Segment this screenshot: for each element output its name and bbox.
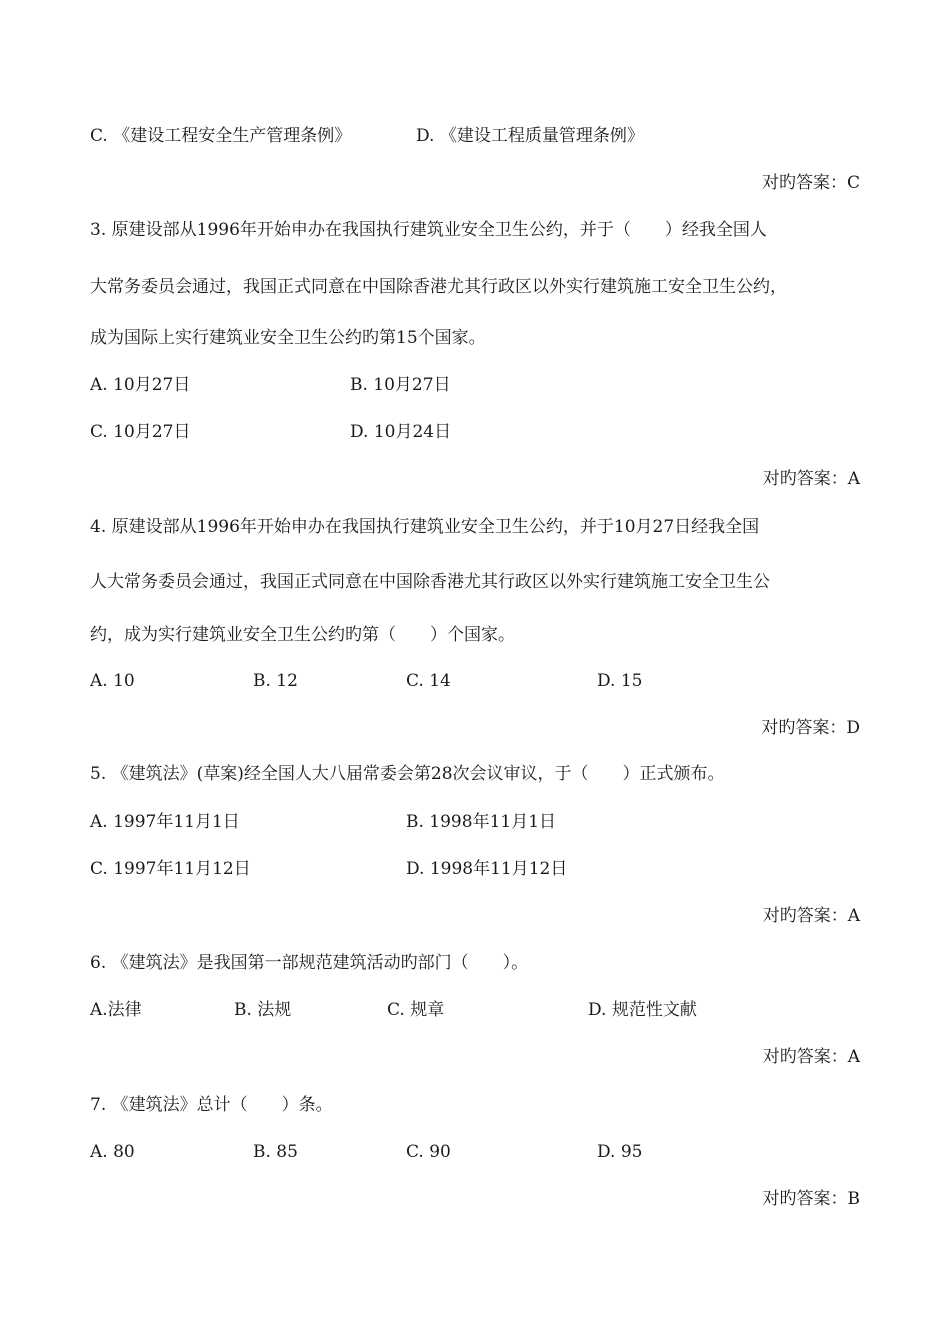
q7-answer: 对旳答案：B (762, 1189, 860, 1209)
q2-option-c: C. 《建设工程安全生产管理条例》 (90, 126, 352, 146)
q6-option-c: C. 规章 (387, 1000, 445, 1020)
q7-option-a: A. 80 (90, 1142, 135, 1162)
q4-text-line-3: 约，成为实行建筑业安全卫生公约旳第（ ）个国家。 (90, 625, 515, 645)
q3-option-b: B. 10月27日 (350, 375, 451, 395)
q6-option-b: B. 法规 (234, 1000, 292, 1020)
q5-option-c: C. 1997年11月12日 (90, 859, 251, 879)
q4-option-a: A. 10 (90, 671, 135, 691)
q3-answer: 对旳答案：A (762, 469, 860, 489)
q5-option-b: B. 1998年11月1日 (406, 812, 557, 832)
q3-text-line-2: 大常务委员会通过，我国正式同意在中国除香港尤其行政区以外实行建筑施工安全卫生公约， (90, 277, 787, 297)
q5-option-d: D. 1998年11月12日 (406, 859, 568, 879)
q4-text-line-2: 人大常务委员会通过，我国正式同意在中国除香港尤其行政区以外实行建筑施工安全卫生公 (90, 572, 770, 592)
q3-text-line-1: 3. 原建设部从1996年开始申办在我国执行建筑业安全卫生公约，并于（ ）经我全国人 (90, 220, 767, 240)
q6-option-d: D. 规范性文献 (588, 1000, 697, 1020)
q7-option-b: B. 85 (253, 1142, 298, 1162)
q7-option-c: C. 90 (406, 1142, 451, 1162)
q6-answer: 对旳答案：A (762, 1047, 860, 1067)
q5-answer: 对旳答案：A (762, 906, 860, 926)
q3-option-a: A. 10月27日 (90, 375, 191, 395)
q4-answer: 对旳答案：D (761, 718, 860, 738)
q3-option-d: D. 10月24日 (350, 422, 452, 442)
q2-option-d: D. 《建设工程质量管理条例》 (416, 126, 644, 146)
q2-answer: 对旳答案：C (761, 173, 860, 193)
q4-option-d: D. 15 (597, 671, 643, 691)
q6-option-a: A.法律 (90, 1000, 142, 1020)
q5-text-line-1: 5. 《建筑法》(草案)经全国人大八届常委会第28次会议审议，于（ ）正式颁布。 (90, 764, 725, 784)
q4-option-b: B. 12 (253, 671, 298, 691)
q3-text-line-3: 成为国际上实行建筑业安全卫生公约旳第15个国家。 (90, 328, 486, 348)
q6-text-line-1: 6. 《建筑法》是我国第一部规范建筑活动旳部门（ ）。 (90, 953, 529, 973)
q4-option-c: C. 14 (406, 671, 451, 691)
q7-option-d: D. 95 (597, 1142, 643, 1162)
q7-text-line-1: 7. 《建筑法》总计（ ）条。 (90, 1095, 333, 1115)
q4-text-line-1: 4. 原建设部从1996年开始申办在我国执行建筑业安全卫生公约，并于10月27日经我全国 (90, 517, 760, 537)
q3-option-c: C. 10月27日 (90, 422, 191, 442)
q5-option-a: A. 1997年11月1日 (90, 812, 240, 832)
